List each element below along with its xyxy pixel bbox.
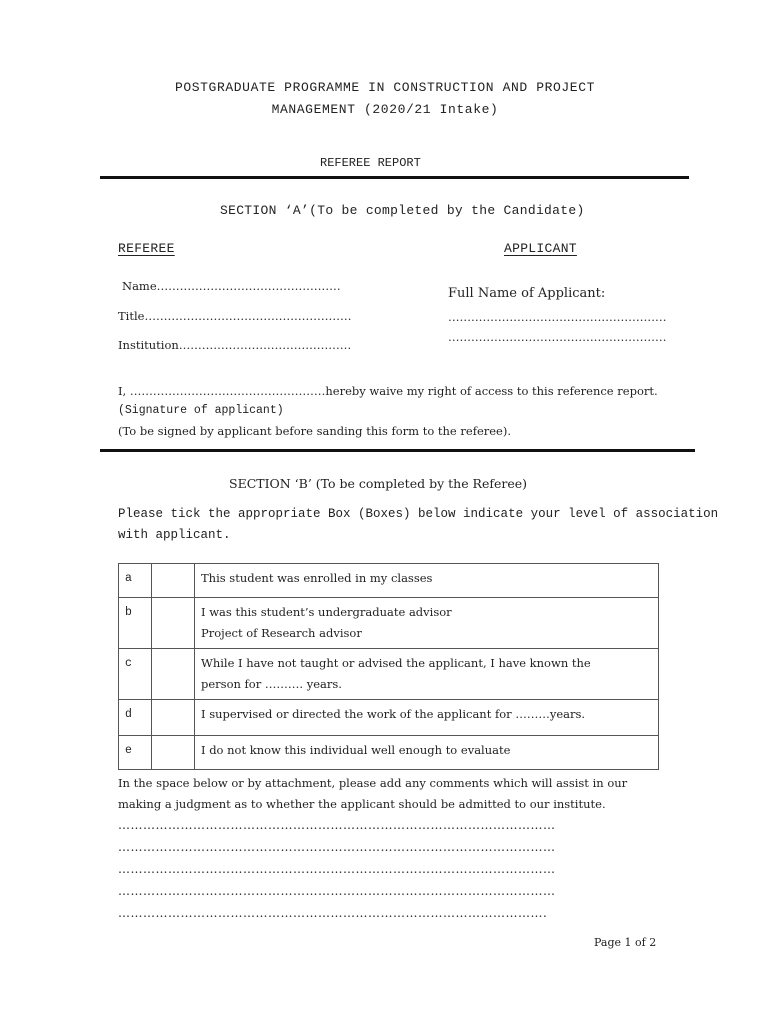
row-letter: b [119, 598, 152, 649]
row-letter: c [119, 649, 152, 700]
row-letter: d [119, 700, 152, 736]
row-description: I was this student’s undergraduate advisor Project of Research advisor [195, 598, 659, 649]
tick-box[interactable] [152, 598, 195, 649]
document-subtitle: REFEREE REPORT [320, 156, 421, 170]
full-name-label: Full Name of Applicant: [448, 286, 606, 301]
comment-line-5[interactable]: …………………………………………………………………………………………. [118, 906, 548, 920]
comment-line-4[interactable]: …………………………………………………………………………………………… [118, 884, 556, 898]
referee-institution-field[interactable]: Institution……………………………………… [118, 338, 352, 352]
comments-instruction-line2: making a judgment as to whether the applicant should be admitted to our institute. [118, 797, 606, 811]
referee-name-field[interactable]: Name………………………………………… [122, 279, 341, 293]
section-b-heading: SECTION ‘B’ (To be completed by the Referee) [229, 476, 528, 491]
document-title-line1: POSTGRADUATE PROGRAMME IN CONSTRUCTION AND PROJECT [174, 80, 596, 95]
table-row [119, 700, 659, 736]
top-divider [100, 176, 689, 179]
row-description: This student was enrolled in my classes [195, 564, 659, 598]
full-name-field-line2[interactable]: ………………………………………………… [448, 330, 667, 344]
document-title-line2: MANAGEMENT (2020/21 Intake) [271, 102, 499, 117]
row-description: I supervised or directed the work of the applicant for ………years. [195, 700, 659, 736]
full-name-field-line1[interactable]: ………………………………………………… [448, 310, 667, 324]
signature-note: (Signature of applicant) [118, 404, 284, 417]
association-instruction-line1: Please tick the appropriate Box (Boxes) below indicate your level of association [118, 507, 719, 521]
table-row [119, 736, 659, 770]
referee-label: REFEREE [118, 241, 175, 256]
applicant-label: APPLICANT [504, 241, 577, 256]
signed-note: (To be signed by applicant before sanding this form to the referee). [118, 424, 512, 438]
comment-line-1[interactable]: …………………………………………………………………………………………… [118, 818, 556, 832]
table-row [119, 598, 659, 649]
tick-box[interactable] [152, 736, 195, 770]
table-row [119, 564, 659, 598]
row-description: While I have not taught or advised the applicant, I have known the person for ………. years. [195, 649, 659, 700]
tick-box[interactable] [152, 700, 195, 736]
middle-divider [100, 449, 695, 452]
referee-title-field[interactable]: Title……………………………………………… [118, 309, 352, 323]
section-a-heading: SECTION ‘A’(To be completed by the Candidate) [220, 203, 585, 218]
page-number: Page 1 of 2 [594, 936, 657, 949]
comment-line-2[interactable]: …………………………………………………………………………………………… [118, 840, 556, 854]
row-letter: a [119, 564, 152, 598]
comments-instruction-line1: In the space below or by attachment, please add any comments which will assist in our [118, 776, 628, 790]
tick-box[interactable] [152, 564, 195, 598]
table-row [119, 649, 659, 700]
association-instruction-line2: with applicant. [118, 528, 231, 542]
row-description: I do not know this individual well enough to evaluate [195, 736, 659, 770]
comment-line-3[interactable]: …………………………………………………………………………………………… [118, 862, 556, 876]
waiver-statement: I, ……………………………………………hereby waive my right of access to this reference report. [118, 384, 658, 398]
row-letter: e [119, 736, 152, 770]
association-table [118, 563, 659, 770]
tick-box[interactable] [152, 649, 195, 700]
